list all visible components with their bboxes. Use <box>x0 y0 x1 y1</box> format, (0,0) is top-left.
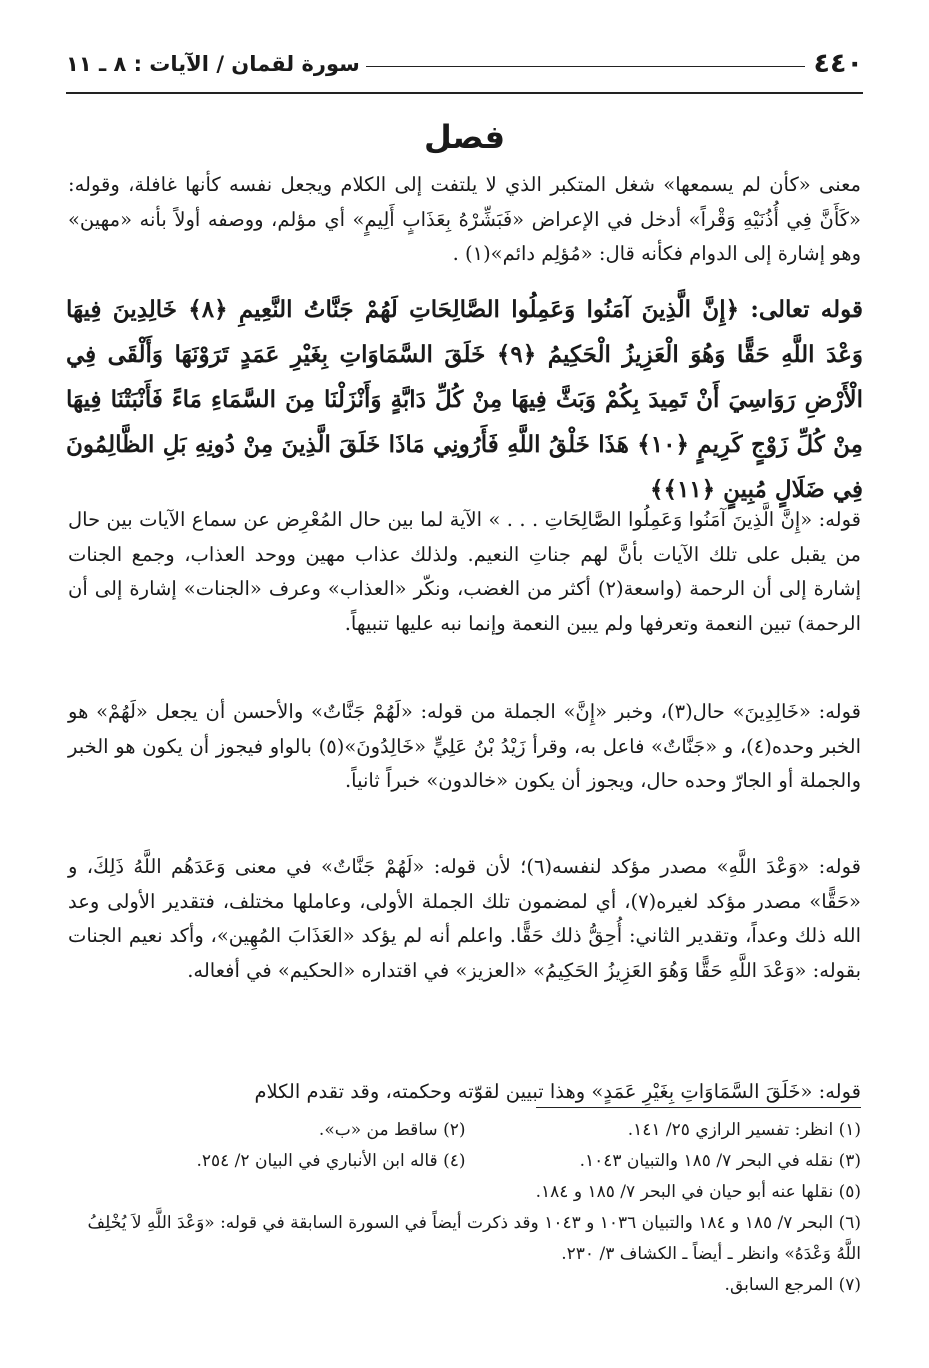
paragraph-2 <box>68 503 861 641</box>
footnote-2: (٢) ساقط من «ب». <box>318 1120 466 1140</box>
paragraph-1 <box>68 168 861 272</box>
footnote-row <box>70 1177 861 1208</box>
footnote-separator <box>536 1107 861 1108</box>
footnote-row <box>70 1146 861 1177</box>
quran-text: قوله تعالى: ﴿إِنَّ الَّذِينَ آمَنُوا وَعَمِلُوا الصَّالِحَاتِ لَهُمْ جَنَّاتُ النَّعِيمِ ﴿٨﴾ خَالِدِينَ فِيهَا وَعْدَ اللَّهِ حَقًّا وَهُوَ الْعَزِيزُ الْحَكِيمُ ﴿٩﴾ خَلَقَ السَّمَاوَاتِ بِغَيْرِ عَمَدٍ تَرَوْنَهَا وَأَلْقَى فِي الْأَرْضِ رَوَاسِيَ أَنْ تَمِيدَ بِكُمْ وَبَثَّ فِيهَا مِنْ كُلِّ دَابَّةٍ وَأَنْزَلْنَا مِنَ السَّمَاءِ مَاءً فَأَنْبَتْنَا فِيهَا مِنْ كُلِّ زَوْجٍ كَرِيمٍ ﴿١٠﴾ هَذَا خَلْقُ اللَّهِ فَأَرُونِي مَاذَا خَلَقَ الَّذِينَ مِنْ دُونِهِ بَلِ الظَّالِمُونَ فِي ضَلَالٍ مُبِينٍ ﴿١١﴾﴾ <box>66 296 863 503</box>
header-rule <box>366 66 805 67</box>
footnotes <box>70 1115 861 1301</box>
paragraph-text: قوله: «إِنَّ الَّذِينَ آمَنُوا وَعَمِلُوا الصَّالِحَاتِ . . . » الآية لما بين حال المُعْرِض عن سماع الآيات بين حال من يقبل على تلك الآيات بأنَّ لهم جناتِ النعيم. ولذلك عذاب مهين ووحد العذاب، وجمع الجنات إشارة إلى أن الرحمة (واسعة(٢) أكثر من الغضب، ونكّر «العذاب» وعرف «الجنات» إشارة إلى أن الرحمة) تبين النعمة وتعرفها ولم يبين النعمة وإنما نبه عليها تنبيهاً. <box>68 508 861 635</box>
section-title: فصل <box>423 118 506 156</box>
paragraph-4 <box>68 850 861 988</box>
footnote-4: (٤) قاله ابن الأنباري في البيان ٢/ ٢٥٤. <box>196 1151 466 1171</box>
paragraph-5 <box>68 1075 861 1110</box>
page-number: ٤٤٠ <box>813 48 863 79</box>
paragraph-text: معنى «كأن لم يسمعها» شغل المتكبر الذي لا يلتفت إلى الكلام ويجعل نفسه كأنها غافلة، وقوله: «كَأَنَّ فِي أُذُنَيْهِ وَقْراً» أدخل في الإعراض «فَبَشِّرْهُ بِعَذَابٍ أَلِيمٍ» أي مؤلم، ووصفه أولاً بأنه «مهين» وهو إشارة إلى الدوام فكأنه قال: «مُؤلِم دائم»(١) . <box>68 173 861 265</box>
footnote-row <box>70 1115 861 1146</box>
page-header <box>66 48 863 94</box>
footnote-7: (٧) المرجع السابق. <box>724 1275 861 1295</box>
paragraph-text: قوله: «وَعْدَ اللَّهِ» مصدر مؤكد لنفسه(٦)؛ لأن قوله: «لَهُمْ جَنَّاتٌ» في معنى وَعَدَهُم اللَّهُ ذَلِكَ، و «حَقًّا» مصدر مؤكد لغيره(٧)، أي لمضمون تلك الجملة الأولى، وعاملها مختلف، فتقدير الأولى وعد الله ذلك وعداً، وتقدير الثاني: أُحِقُّ ذلك حَقًّا. واعلم أنه لم يؤكد «العَذَابَ المُهِين»، وأكد نعيم الجنات بقوله: «وَعْدَ اللَّهِ حَقًّا وَهُوَ العَزِيزُ الحَكِيمُ» «العزيز» في اقتداره «الحكيم» في أفعاله. <box>68 855 861 982</box>
footnote-1: (١) انظر: تفسير الرازي ٢٥/ ١٤١. <box>627 1120 861 1140</box>
footnote-5: (٥) نقلها عنه أبو حيان في البحر ٧/ ١٨٥ و ١٨٤. <box>535 1182 861 1202</box>
paragraph-text: قوله: «خَلَقَ السَّمَاوَاتِ بِغَيْرِ عَمَدٍ» وهذا تبيين لقوّته وحكمته، وقد تقدم الكلام <box>254 1080 861 1103</box>
footnote-3: (٣) نقله في البحر ٧/ ١٨٥ والتبيان ١٠٤٣. <box>579 1151 861 1171</box>
running-head: سورة لقمان / الآيات : ٨ ـ ١١ <box>66 52 360 76</box>
quran-verses <box>66 287 863 512</box>
footnote-row <box>70 1208 861 1270</box>
footnote-row <box>70 1270 861 1301</box>
footnote-6: (٦) البحر ٧/ ١٨٥ و ١٨٤ والتبيان ١٠٣٦ و ١٠٤٣ وقد ذكرت أيضاً في السورة السابقة في قوله: «وَعْدَ اللَّهِ لاَ يُخْلِفُ اللَّهُ وَعْدَهُ» وانظر ـ أيضاً ـ الكشاف ٣/ ٢٣٠. <box>87 1213 861 1264</box>
paragraph-text: قوله: «خَالِدِينَ» حال(٣)، وخبر «إِنَّ» الجملة من قوله: «لَهُمْ جَنَّاتٌ» والأحسن أن يجعل «لَهُمْ» هو الخبر وحده(٤)، و «جَنَّاتٌ» فاعل به، وقرأ زَيْدُ بْنُ عَلِيٍّ «خَالِدُونَ»(٥) بالواو فيجوز أن يكون هو الخبر والجملة أو الجارّ وحده حال، ويجوز أن يكون «خالدون» خبراً ثانياً. <box>68 700 861 792</box>
paragraph-3 <box>68 695 861 799</box>
